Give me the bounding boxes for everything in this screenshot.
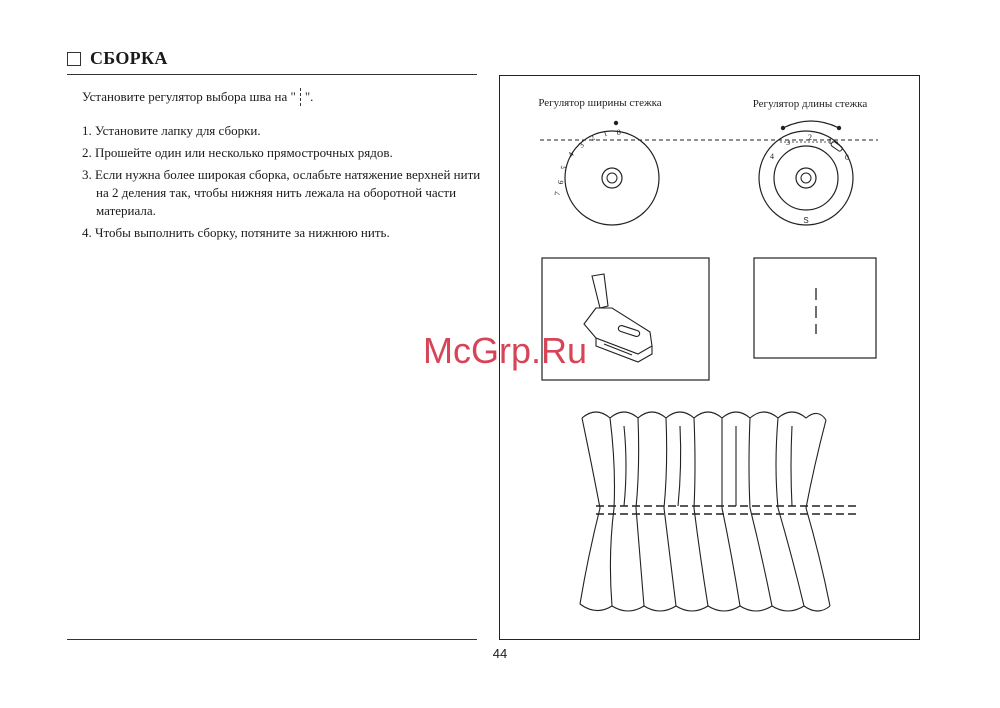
length-mark-s: S: [803, 216, 809, 225]
width-mark-5: 5: [558, 164, 569, 172]
length-dial-icon: [759, 121, 853, 225]
length-mark-0: 0: [845, 153, 849, 162]
width-mark-4: 4: [566, 150, 576, 159]
length-mark-2: 2: [808, 133, 812, 142]
steps-list: [82, 122, 482, 246]
step-item: 1. Установите лапку для сборки.: [82, 123, 261, 138]
intro-text-before: Установите регулятор выбора шва на ": [82, 89, 296, 104]
step-item: 4. Чтобы выполнить сборку, потяните за нижнюю нить.: [82, 225, 390, 240]
step-item: 3. Если нужна более широкая сборка, ослабьте натяжение верхней нити на 2 деления так, чтобы нижняя нить лежала на оборотной части материала.: [82, 167, 481, 218]
width-mark-2: 2: [588, 133, 597, 143]
width-mark-0: 0: [616, 127, 622, 138]
page-number: 44: [492, 646, 508, 661]
length-mark-1: 1: [828, 137, 832, 146]
step-item: 2. Прошейте один или несколько прямострочных рядов.: [82, 145, 393, 160]
length-mark-3: 3: [786, 138, 790, 147]
section-heading: [67, 48, 168, 69]
gathered-fabric-icon: [580, 412, 860, 611]
width-mark-7: 7: [552, 190, 563, 197]
bottom-rule: [67, 639, 477, 640]
straight-stitch-icon: [300, 88, 301, 106]
width-mark-3: 3: [576, 140, 586, 150]
stitch-preview-panel: [754, 258, 876, 358]
checkbox-square-icon: [67, 52, 81, 66]
top-rule: [67, 74, 477, 75]
width-mark-1: 1: [601, 128, 609, 139]
intro-text-after: ".: [304, 89, 314, 104]
length-mark-4: 4: [770, 152, 774, 161]
watermark-text: McGrp.Ru: [422, 330, 588, 371]
width-dial-icon: [553, 121, 659, 225]
intro-text: [82, 88, 313, 106]
width-mark-6: 6: [555, 179, 566, 186]
section-title: СБОРКА: [90, 48, 168, 68]
width-dial-label: Регулятор ширины стежка: [538, 97, 662, 109]
length-dial-label: Регулятор длины стежка: [752, 98, 868, 110]
